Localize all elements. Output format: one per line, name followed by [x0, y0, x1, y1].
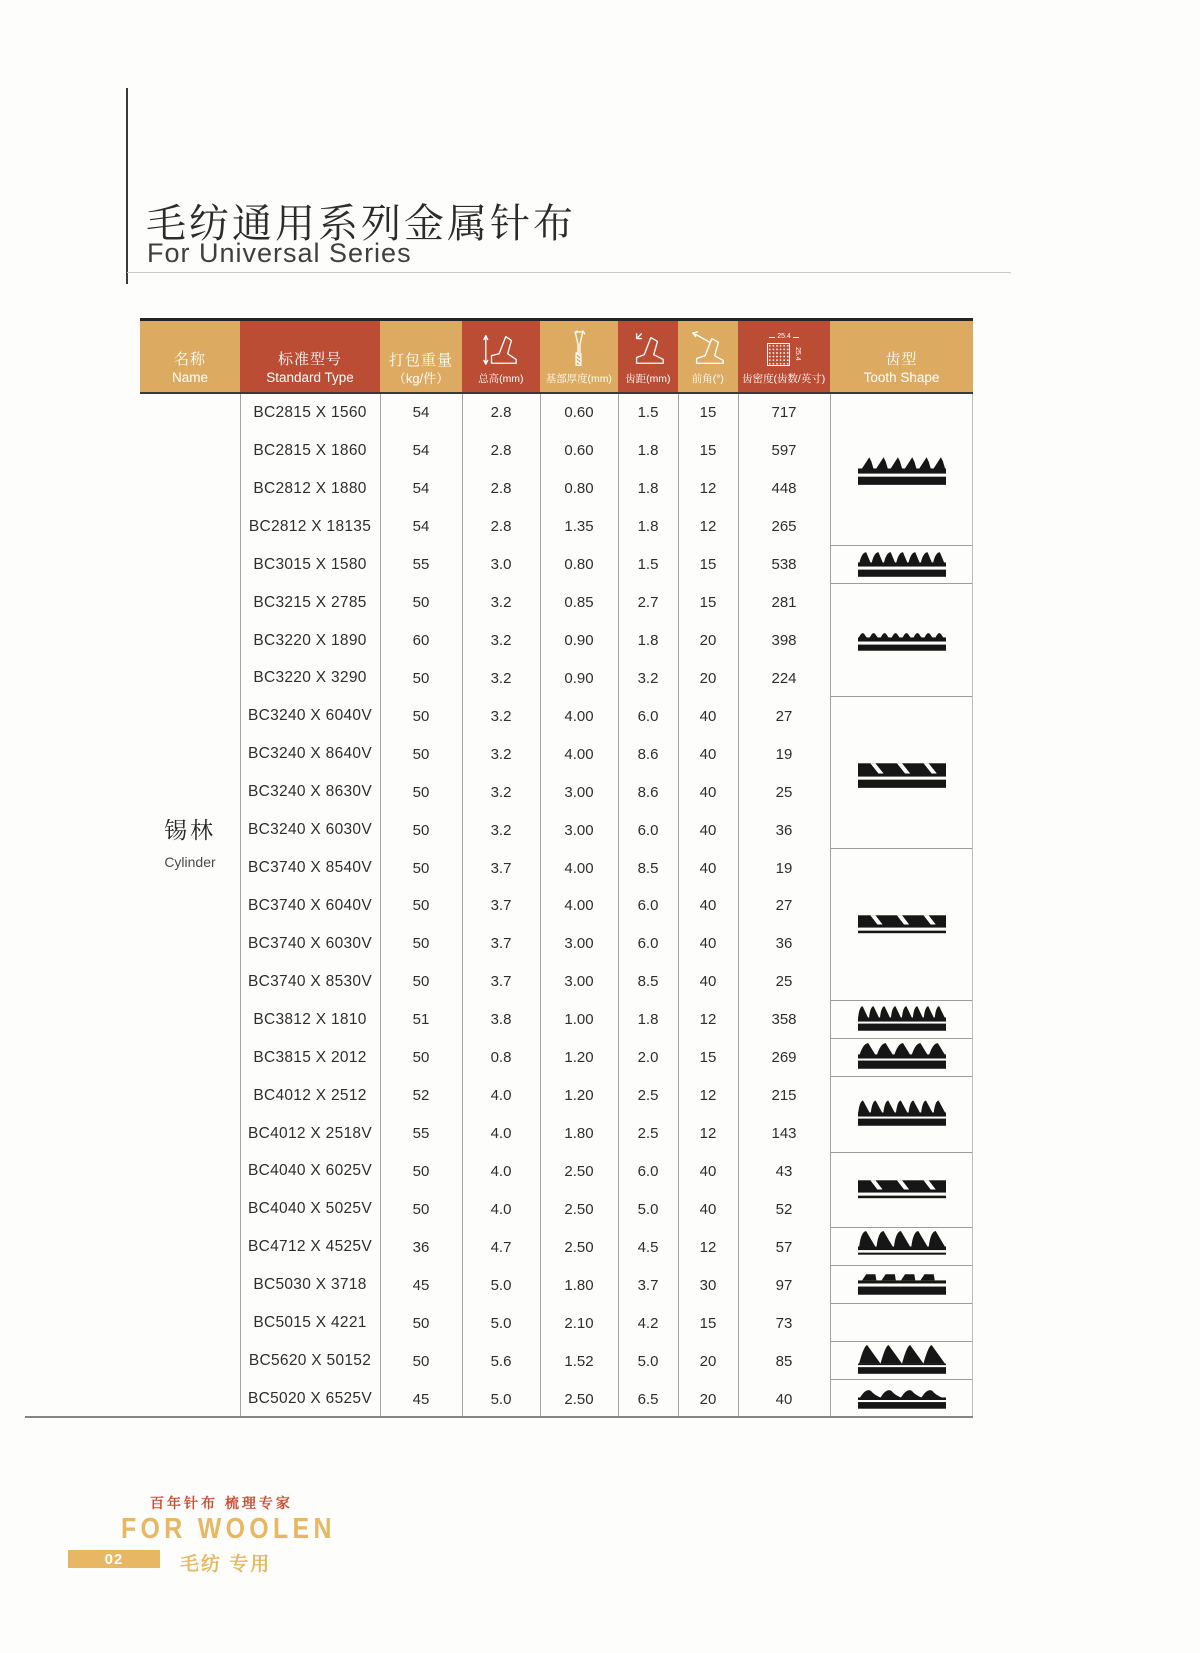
cell-angle: 15 — [699, 556, 717, 574]
header-weight-unit: （kg/件） — [392, 370, 450, 386]
tooth-shape-icon-trapezoid-low — [858, 1269, 946, 1300]
cell-angle: 15 — [699, 1314, 717, 1332]
cell-weight: 50 — [412, 1049, 430, 1067]
cell-angle: 40 — [699, 783, 717, 801]
cell-weight: 45 — [412, 1390, 430, 1408]
cell-height: 3.7 — [490, 897, 512, 915]
cell-density: 143 — [771, 1125, 797, 1143]
cell-weight: 50 — [412, 897, 430, 915]
cell-base: 3.00 — [564, 973, 594, 991]
cell-angle: 40 — [699, 897, 717, 915]
cell-weight: 54 — [412, 404, 430, 422]
cell-weight: 54 — [412, 442, 430, 460]
cell-pitch: 5.0 — [637, 1200, 659, 1218]
header-standard-type — [240, 321, 380, 392]
cell-height: 4.0 — [490, 1200, 512, 1218]
tooth-shape-cell — [830, 697, 973, 849]
base-thickness-icon — [564, 325, 594, 373]
cell-density: 27 — [775, 897, 793, 915]
cell-weight: 50 — [412, 707, 430, 725]
cell-density: 25 — [775, 783, 793, 801]
cell-weight: 50 — [412, 1162, 430, 1180]
header-density-label: 齿密度(齿数/英寸) — [742, 373, 826, 385]
cell-weight: 54 — [412, 518, 430, 536]
cell-base: 1.52 — [564, 1352, 594, 1370]
cell-type: BC3215 X 2785 — [253, 593, 367, 611]
cell-base: 2.50 — [564, 1390, 594, 1408]
cell-height: 3.2 — [490, 594, 512, 612]
cell-weight: 50 — [412, 1352, 430, 1370]
cell-pitch: 1.8 — [637, 632, 659, 649]
cell-base: 1.00 — [564, 1011, 594, 1029]
cell-pitch: 1.5 — [637, 404, 659, 422]
cell-density: 358 — [771, 1011, 797, 1029]
cell-height: 3.2 — [490, 632, 512, 649]
cell-height: 2.8 — [490, 442, 512, 460]
cell-pitch: 3.2 — [637, 669, 659, 687]
cell-type: BC3815 X 2012 — [253, 1048, 367, 1066]
tooth-shape-icon-wave-bold — [858, 1384, 946, 1415]
page-subtitle: For Universal Series — [147, 238, 412, 268]
cell-type: BC3240 X 6030V — [248, 821, 372, 839]
cell-weight: 55 — [412, 1125, 430, 1143]
cell-pitch: 2.7 — [637, 594, 659, 612]
cell-angle: 20 — [699, 632, 717, 649]
cell-density: 281 — [771, 594, 797, 612]
cell-pitch: 4.5 — [637, 1238, 659, 1256]
cell-pitch: 4.2 — [637, 1314, 659, 1332]
tooth-shape-icon-block-notch-base — [858, 1174, 946, 1205]
title-underline — [127, 272, 1011, 273]
header-base-label: 基部厚度(mm) — [545, 373, 613, 385]
cell-weight: 50 — [412, 859, 430, 877]
header-name-en: Name — [171, 370, 208, 386]
header-base-thickness — [540, 321, 618, 392]
cell-height: 0.8 — [490, 1049, 512, 1067]
cell-pitch: 6.0 — [637, 935, 659, 953]
tooth-pitch-icon — [629, 325, 667, 373]
cell-pitch: 2.0 — [637, 1049, 659, 1067]
cell-height: 3.2 — [490, 821, 512, 839]
cell-type: BC2812 X 18135 — [248, 517, 372, 535]
cell-angle: 20 — [699, 1352, 717, 1370]
column-divider — [972, 394, 973, 1418]
cell-type: BC3240 X 6040V — [248, 707, 372, 725]
cell-weight: 50 — [412, 1314, 430, 1332]
cell-pitch: 8.5 — [637, 973, 659, 991]
header-packing-weight — [380, 321, 462, 392]
header-tooth-pitch — [618, 321, 678, 392]
cell-type: BC5620 X 50152 — [248, 1352, 372, 1370]
cell-height: 4.0 — [490, 1162, 512, 1180]
cell-base: 0.80 — [564, 556, 594, 574]
density-dim-right: 25.4 — [793, 347, 801, 361]
table-header — [140, 321, 973, 392]
cell-height: 5.0 — [490, 1390, 512, 1408]
cell-base: 1.20 — [564, 1087, 594, 1105]
cell-angle: 12 — [699, 1238, 717, 1256]
cell-weight: 50 — [412, 1200, 430, 1218]
cell-angle: 40 — [699, 821, 717, 839]
cell-base: 4.00 — [564, 897, 594, 915]
cell-base: 2.50 — [564, 1200, 594, 1218]
cell-density: 538 — [771, 556, 797, 574]
cell-type: BC3220 X 3290 — [253, 669, 367, 687]
cell-height: 3.2 — [490, 669, 512, 687]
cell-density: 25 — [775, 973, 793, 991]
cell-angle: 12 — [699, 480, 717, 498]
cell-weight: 60 — [412, 632, 430, 649]
tooth-shape-cell — [830, 1039, 973, 1077]
tooth-shape-cell — [830, 1266, 973, 1304]
cell-base: 1.80 — [564, 1276, 594, 1294]
cell-height: 2.8 — [490, 404, 512, 422]
cell-density: 19 — [775, 745, 793, 763]
cell-base: 0.90 — [564, 632, 594, 649]
cell-density: 19 — [775, 859, 793, 877]
cell-density: 597 — [771, 442, 797, 460]
cell-weight: 50 — [412, 594, 430, 612]
tooth-shape-icon-spiky-mid — [858, 1099, 946, 1130]
cell-base: 2.10 — [564, 1314, 594, 1332]
column-divider — [678, 394, 679, 1418]
column-divider — [462, 394, 463, 1418]
cell-base: 4.00 — [564, 859, 594, 877]
cell-base: 1.20 — [564, 1049, 594, 1067]
cell-angle: 12 — [699, 1011, 717, 1029]
cell-height: 3.7 — [490, 973, 512, 991]
tooth-shape-cell — [830, 546, 973, 584]
cell-pitch: 6.0 — [637, 821, 659, 839]
tooth-shape-column — [830, 394, 973, 1418]
cell-density: 215 — [771, 1087, 797, 1105]
cell-height: 3.8 — [490, 1011, 512, 1029]
cell-pitch: 8.6 — [637, 745, 659, 763]
column-divider — [830, 394, 831, 1418]
cell-angle: 40 — [699, 1200, 717, 1218]
cell-base: 1.35 — [564, 518, 594, 536]
cell-angle: 40 — [699, 745, 717, 763]
cell-density: 448 — [771, 480, 797, 498]
cell-type: BC3740 X 6040V — [248, 896, 372, 914]
tooth-shape-icon-spiky-big — [858, 1231, 946, 1262]
product-table — [140, 318, 973, 1418]
cell-type: BC4012 X 2518V — [248, 1124, 372, 1142]
cell-angle: 15 — [699, 442, 717, 460]
cell-base: 2.50 — [564, 1238, 594, 1256]
cell-pitch: 2.5 — [637, 1125, 659, 1143]
cell-height: 3.2 — [490, 707, 512, 725]
cell-height: 3.0 — [490, 556, 512, 574]
header-total-height — [462, 321, 540, 392]
cell-type: BC4712 X 4525V — [248, 1238, 372, 1256]
header-angle-label: 前角(°) — [691, 373, 725, 385]
cell-base: 0.60 — [564, 404, 594, 422]
cell-weight: 51 — [412, 1011, 430, 1029]
cell-type: BC2815 X 1560 — [253, 403, 367, 421]
cell-type: BC3812 X 1810 — [253, 1010, 367, 1028]
cell-type: BC5020 X 6525V — [248, 1390, 372, 1408]
tooth-density-icon — [767, 333, 801, 366]
cell-base: 2.50 — [564, 1162, 594, 1180]
header-tooth-density — [738, 321, 830, 392]
cell-pitch: 5.0 — [637, 1352, 659, 1370]
cell-base: 3.00 — [564, 935, 594, 953]
header-tooth-en: Tooth Shape — [863, 370, 940, 386]
cell-angle: 15 — [699, 1049, 717, 1067]
header-type-en: Standard Type — [266, 370, 354, 386]
header-tooth-shape — [830, 321, 973, 392]
cell-density: 73 — [775, 1314, 793, 1332]
cell-pitch: 1.8 — [637, 1011, 659, 1029]
footer-slogan: 百年针布 梳理专家 — [150, 1495, 293, 1511]
cell-height: 3.2 — [490, 783, 512, 801]
cell-type: BC3240 X 8630V — [248, 783, 372, 801]
cell-pitch: 8.6 — [637, 783, 659, 801]
column-divider — [618, 394, 619, 1418]
title-accent-rule — [126, 88, 128, 284]
cell-height: 4.0 — [490, 1125, 512, 1143]
cell-type: BC3240 X 8640V — [248, 745, 372, 763]
header-front-angle — [678, 321, 738, 392]
tooth-shape-cell — [830, 1153, 973, 1229]
tooth-shape-cell — [830, 394, 973, 546]
tooth-shape-cell — [830, 584, 973, 698]
cell-pitch: 8.5 — [637, 859, 659, 877]
cell-density: 36 — [775, 935, 793, 953]
front-angle-icon — [689, 325, 727, 373]
cell-height: 4.0 — [490, 1087, 512, 1105]
cell-pitch: 6.5 — [637, 1390, 659, 1408]
cell-pitch: 1.5 — [637, 556, 659, 574]
cell-type: BC3740 X 8540V — [248, 859, 372, 877]
cell-density: 97 — [775, 1276, 793, 1294]
cell-type: BC4040 X 5025V — [248, 1200, 372, 1218]
cell-angle: 40 — [699, 707, 717, 725]
cell-base: 4.00 — [564, 707, 594, 725]
cell-height: 5.0 — [490, 1314, 512, 1332]
cell-type: BC5030 X 3718 — [253, 1276, 367, 1294]
cell-base: 3.00 — [564, 783, 594, 801]
cell-angle: 40 — [699, 859, 717, 877]
cell-base: 0.90 — [564, 669, 594, 687]
tooth-shape-cell — [830, 849, 973, 1001]
cell-weight: 50 — [412, 821, 430, 839]
cell-angle: 12 — [699, 518, 717, 536]
cell-pitch: 6.0 — [637, 707, 659, 725]
page-number: 02 — [104, 1550, 124, 1568]
tooth-shape-icon-hook-bold — [858, 1042, 946, 1073]
cell-height: 3.2 — [490, 745, 512, 763]
cell-angle: 20 — [699, 1390, 717, 1408]
page-title: 毛纺通用系列金属针布 — [146, 202, 576, 246]
cell-weight: 50 — [412, 783, 430, 801]
tooth-shape-cell — [830, 1342, 973, 1380]
category-label — [140, 812, 240, 870]
header-tooth-zh: 齿型 — [885, 351, 918, 369]
column-divider — [540, 394, 541, 1418]
cell-pitch: 6.0 — [637, 1162, 659, 1180]
cell-angle: 20 — [699, 669, 717, 687]
cell-type: BC4012 X 2512 — [253, 1086, 367, 1104]
header-type-zh: 标准型号 — [277, 351, 342, 369]
column-divider — [240, 394, 241, 1418]
cell-height: 5.0 — [490, 1276, 512, 1294]
header-weight-zh: 打包重量 — [388, 352, 453, 369]
tooth-shape-cell — [830, 1077, 973, 1153]
cell-density: 224 — [771, 669, 797, 687]
cell-type: BC4040 X 6025V — [248, 1162, 372, 1180]
cell-weight: 54 — [412, 480, 430, 498]
cell-base: 1.80 — [564, 1125, 594, 1143]
cell-base: 0.80 — [564, 480, 594, 498]
cell-density: 57 — [775, 1238, 793, 1256]
header-pitch-label: 齿距(mm) — [625, 373, 671, 385]
cell-pitch: 6.0 — [637, 897, 659, 915]
total-height-icon — [482, 325, 520, 373]
cell-height: 2.8 — [490, 518, 512, 536]
footer-brand: FOR WOOLEN — [121, 1513, 336, 1545]
cell-weight: 50 — [412, 973, 430, 991]
category-zh: 锡林 — [164, 817, 216, 843]
tooth-shape-icon-hook-tall — [858, 1345, 946, 1376]
tooth-shape-icon-block-notch — [858, 757, 946, 788]
tooth-shape-cell — [830, 1228, 973, 1266]
cell-density: 265 — [771, 518, 797, 536]
tooth-shape-icon-saw-hook — [858, 549, 946, 580]
cell-pitch: 3.7 — [637, 1276, 659, 1294]
cell-density: 717 — [771, 404, 797, 422]
header-height-label: 总高(mm) — [478, 373, 524, 385]
cell-height: 5.6 — [490, 1352, 512, 1370]
cell-weight: 55 — [412, 556, 430, 574]
header-name-zh: 名称 — [173, 351, 206, 369]
cell-pitch: 1.8 — [637, 442, 659, 460]
cell-pitch: 2.5 — [637, 1087, 659, 1105]
cell-pitch: 1.8 — [637, 518, 659, 536]
column-divider — [380, 394, 381, 1418]
cell-angle: 30 — [699, 1276, 717, 1294]
cell-base: 0.85 — [564, 594, 594, 612]
cell-density: 40 — [775, 1390, 793, 1408]
cell-density: 85 — [775, 1352, 793, 1370]
cell-type: BC2815 X 1860 — [253, 441, 367, 459]
tooth-shape-cell — [830, 1001, 973, 1039]
density-square — [767, 343, 790, 366]
cell-base: 4.00 — [564, 745, 594, 763]
cell-angle: 40 — [699, 973, 717, 991]
cell-base: 0.60 — [564, 442, 594, 460]
cell-type: BC3740 X 8530V — [248, 972, 372, 990]
table-bottom-rule — [25, 1416, 973, 1418]
tooth-shape-icon-saw-sharp — [858, 454, 946, 485]
cell-density: 27 — [775, 707, 793, 725]
cell-height: 3.7 — [490, 935, 512, 953]
cell-weight: 50 — [412, 669, 430, 687]
cell-weight: 36 — [412, 1238, 430, 1256]
cell-type: BC3220 X 1890 — [253, 631, 367, 649]
cell-type: BC3740 X 6030V — [248, 934, 372, 952]
cell-weight: 50 — [412, 935, 430, 953]
header-name — [140, 321, 240, 392]
cell-density: 269 — [771, 1049, 797, 1067]
cell-weight: 50 — [412, 745, 430, 763]
cell-type: BC2812 X 1880 — [253, 479, 367, 497]
tooth-shape-icon-block-notch-base — [858, 909, 946, 940]
cell-type: BC5015 X 4221 — [253, 1314, 367, 1332]
cell-height: 3.7 — [490, 859, 512, 877]
cell-height: 4.7 — [490, 1238, 512, 1256]
cell-weight: 45 — [412, 1276, 430, 1294]
cell-density: 52 — [775, 1200, 793, 1218]
cell-angle: 15 — [699, 404, 717, 422]
cell-density: 36 — [775, 821, 793, 839]
column-divider — [738, 394, 739, 1418]
cell-type: BC3015 X 1580 — [253, 555, 367, 573]
tooth-shape-icon-wave-fine — [858, 625, 946, 656]
cell-angle: 12 — [699, 1125, 717, 1143]
cell-density: 398 — [771, 632, 797, 649]
tooth-shape-icon-spiky-dense — [858, 1004, 946, 1035]
tooth-shape-cell — [830, 1304, 973, 1342]
cell-pitch: 1.8 — [637, 480, 659, 498]
tooth-shape-cell — [830, 1380, 973, 1418]
page-number-badge — [68, 1550, 160, 1568]
cell-angle: 12 — [699, 1087, 717, 1105]
cell-angle: 40 — [699, 1162, 717, 1180]
footer-series: 毛纺 专用 — [180, 1554, 272, 1575]
cell-angle: 40 — [699, 935, 717, 953]
cell-density: 43 — [775, 1162, 793, 1180]
cell-height: 2.8 — [490, 480, 512, 498]
cell-weight: 52 — [412, 1087, 430, 1105]
cell-angle: 15 — [699, 594, 717, 612]
cell-base: 3.00 — [564, 821, 594, 839]
category-en: Cylinder — [164, 854, 216, 870]
density-dim-top: 25.4 — [777, 332, 791, 340]
